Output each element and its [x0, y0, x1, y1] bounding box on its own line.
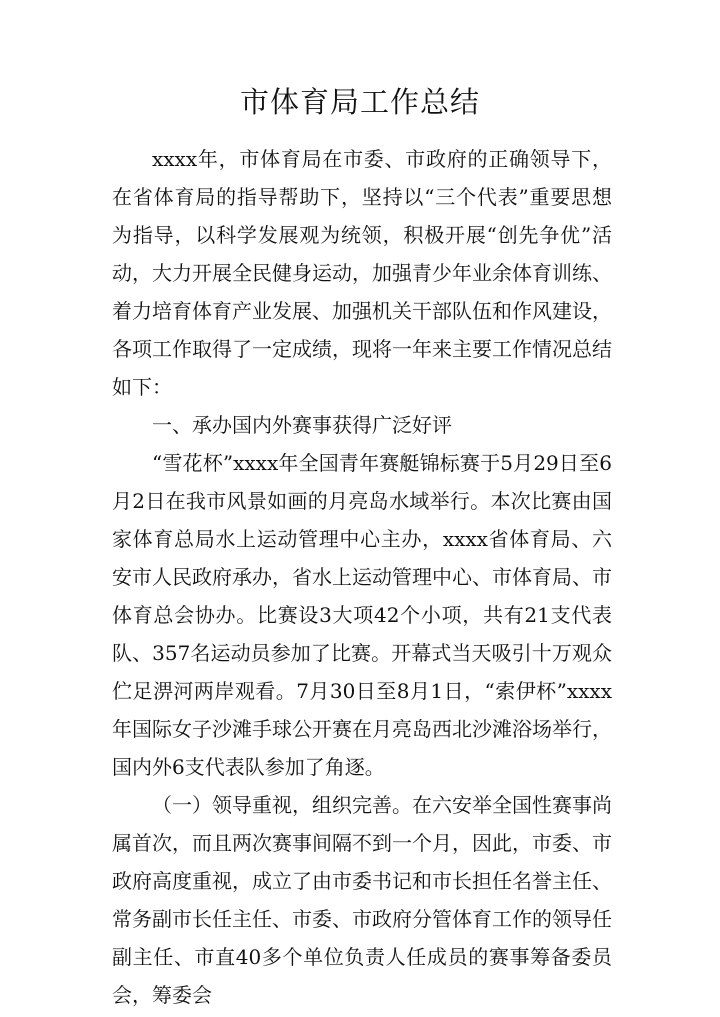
document-body	[112, 140, 612, 1014]
organization-paragraph: （一）领导重视，组织完善。在六安举全国性赛事尚属首次，而且两次赛事间隔不到一个月，因此，市委、市政府高度重视，成立了由市委书记和市长担任名誉主任、常务副市长任主任、市委、市政府分管体育工作的领导任副主任、市直40多个单位负责人任成员的赛事筹备委员会，筹委会	[112, 793, 612, 1007]
document-title: 市体育局工作总结	[239, 85, 480, 119]
events-paragraph: “雪花杯”xxxx年全国青年赛艇锦标赛于5月29日至6月2日在我市风景如画的月亮岛水域举行。本次比赛由国家体育总局水上运动管理中心主办，xxxx省体育局、六安市人民政府承办，省水上运动管理中心、市体育局、市体育总会协办。比赛设3大项42个小项，共有21支代表队、357名运动员参加了比赛。开幕式当天吸引十万观众伫足淠河两岸观看。7月30日至8月1日，“索伊杯”xxxx年国际女子沙滩手球公开赛在月亮岛西北沙滩浴场举行，国内外6支代表队参加了角逐。	[112, 451, 612, 779]
section-heading: 一、承办国内外赛事获得广泛好评	[152, 413, 452, 437]
intro-paragraph: xxxx年，市体育局在市委、市政府的正确领导下，在省体育局的指导帮助下，坚持以“三个代表”重要思想为指导，以科学发展观为统领，积极开展“创先争优”活动，大力开展全民健身运动，加强青少年业余体育训练、着力培育体育产业发展、加强机关干部队伍和作风建设，各项工作取得了一定成绩，现将一年来主要工作情况总结如下：	[112, 147, 612, 399]
